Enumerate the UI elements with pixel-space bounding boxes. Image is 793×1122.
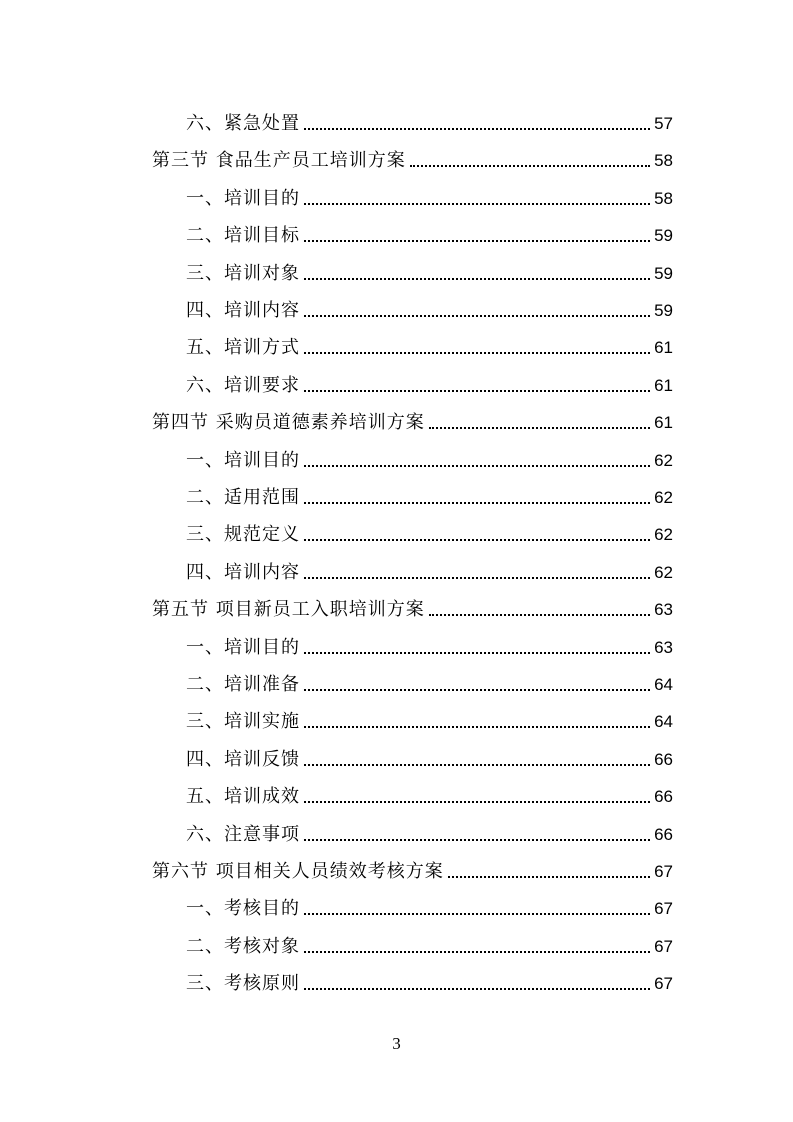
toc-entry-title: 六、培训要求 bbox=[186, 374, 300, 396]
toc-entry-title: 第三节 食品生产员工培训方案 bbox=[152, 150, 406, 172]
toc-entry-title: 一、培训目的 bbox=[186, 187, 300, 209]
toc-entry-page: 67 bbox=[654, 974, 673, 994]
toc-entry[interactable] bbox=[186, 474, 673, 511]
toc-entry[interactable] bbox=[152, 586, 673, 623]
toc-entry-page: 64 bbox=[654, 675, 673, 694]
toc-entry-title: 六、注意事项 bbox=[186, 823, 300, 845]
toc-entry-page: 63 bbox=[654, 600, 673, 620]
toc-entry-title: 二、适用范围 bbox=[186, 487, 300, 508]
toc-entry-title: 一、培训目的 bbox=[186, 636, 300, 658]
toc-entry-page: 67 bbox=[654, 936, 673, 956]
dot-leader bbox=[304, 651, 650, 654]
dot-leader bbox=[304, 351, 650, 354]
toc-entry[interactable] bbox=[186, 250, 673, 287]
toc-entry[interactable] bbox=[186, 100, 673, 137]
dot-leader bbox=[304, 688, 650, 691]
toc-entry-page: 62 bbox=[654, 488, 673, 507]
toc-entry-page: 59 bbox=[654, 226, 673, 246]
dot-leader bbox=[304, 501, 650, 504]
toc-entry-title: 四、培训内容 bbox=[186, 561, 300, 583]
toc-entry-title: 二、培训准备 bbox=[186, 674, 300, 695]
toc-entry-page: 67 bbox=[654, 862, 673, 881]
toc-entry-page: 61 bbox=[654, 413, 673, 433]
dot-leader bbox=[429, 613, 650, 616]
toc-entry[interactable] bbox=[186, 324, 673, 361]
dot-leader bbox=[304, 239, 650, 242]
toc-entry-title: 三、规范定义 bbox=[186, 524, 300, 546]
page-number: 3 bbox=[392, 1034, 401, 1053]
toc-entry-title: 五、培训方式 bbox=[186, 337, 300, 359]
toc-entry-title: 四、培训内容 bbox=[186, 300, 300, 321]
toc-entry-title: 第五节 项目新员工入职培训方案 bbox=[152, 599, 425, 621]
dot-leader bbox=[429, 426, 650, 429]
toc-entry-title: 五、培训成效 bbox=[186, 786, 300, 808]
toc-entry[interactable] bbox=[186, 773, 673, 810]
toc-entry-page: 58 bbox=[654, 188, 673, 208]
toc-entry-title: 第四节 采购员道德素养培训方案 bbox=[152, 412, 425, 434]
toc-entry[interactable] bbox=[186, 661, 673, 698]
toc-entry-page: 66 bbox=[654, 749, 673, 769]
dot-leader bbox=[304, 389, 650, 392]
dot-leader bbox=[304, 987, 650, 990]
toc-entry-title: 三、培训对象 bbox=[186, 262, 300, 284]
dot-leader bbox=[304, 314, 650, 317]
toc-entry-page: 62 bbox=[654, 450, 673, 470]
dot-leader bbox=[304, 277, 650, 280]
dot-leader bbox=[304, 912, 650, 915]
toc-entry-title: 三、考核原则 bbox=[186, 973, 300, 995]
toc-entry-page: 59 bbox=[654, 301, 673, 320]
toc-entry[interactable] bbox=[186, 549, 673, 586]
toc-entry[interactable] bbox=[186, 923, 673, 960]
toc-entry[interactable] bbox=[186, 437, 673, 474]
toc-entry[interactable] bbox=[186, 362, 673, 399]
toc-entry[interactable] bbox=[186, 212, 673, 249]
toc-entry-title: 一、培训目的 bbox=[186, 449, 300, 471]
dot-leader bbox=[304, 838, 650, 841]
dot-leader bbox=[304, 127, 650, 130]
toc-entry-title: 三、培训实施 bbox=[186, 711, 300, 733]
dot-leader bbox=[304, 800, 650, 803]
dot-leader bbox=[304, 576, 650, 579]
toc-entry-title: 第六节 项目相关人员绩效考核方案 bbox=[152, 861, 444, 882]
toc-entry[interactable] bbox=[186, 175, 673, 212]
toc-entry-page: 62 bbox=[654, 562, 673, 582]
toc-entry-page: 67 bbox=[654, 899, 673, 919]
toc-entry[interactable] bbox=[152, 399, 673, 436]
toc-entry[interactable] bbox=[186, 885, 673, 922]
toc-entry-page: 57 bbox=[654, 114, 673, 133]
toc-entry[interactable] bbox=[186, 698, 673, 735]
toc-entry-title: 二、培训目标 bbox=[186, 225, 300, 247]
dot-leader bbox=[304, 950, 650, 953]
toc-entry[interactable] bbox=[186, 960, 673, 997]
dot-leader bbox=[304, 202, 650, 205]
toc-entry-title: 六、紧急处置 bbox=[186, 113, 300, 134]
toc-entry[interactable] bbox=[152, 137, 673, 174]
dot-leader bbox=[448, 875, 650, 878]
toc-entry[interactable] bbox=[152, 848, 673, 885]
dot-leader bbox=[410, 164, 650, 167]
dot-leader bbox=[304, 725, 650, 728]
toc-entry-page: 63 bbox=[654, 637, 673, 657]
toc-entry-page: 66 bbox=[654, 787, 673, 807]
toc-entry-title: 二、考核对象 bbox=[186, 935, 300, 957]
toc-entry[interactable] bbox=[186, 287, 673, 324]
toc-entry[interactable] bbox=[186, 511, 673, 548]
toc-entry-page: 59 bbox=[654, 263, 673, 283]
toc-entry-page: 58 bbox=[654, 151, 673, 171]
dot-leader bbox=[304, 763, 650, 766]
toc-entry-page: 61 bbox=[654, 338, 673, 358]
toc-entry-page: 62 bbox=[654, 525, 673, 545]
dot-leader bbox=[304, 464, 650, 467]
toc-entry-title: 一、考核目的 bbox=[186, 898, 300, 920]
toc-entry[interactable] bbox=[186, 811, 673, 848]
toc-entry[interactable] bbox=[186, 624, 673, 661]
toc-entry-page: 64 bbox=[654, 712, 673, 732]
toc-entry-page: 66 bbox=[654, 824, 673, 844]
toc-entry-page: 61 bbox=[654, 375, 673, 395]
dot-leader bbox=[304, 538, 650, 541]
toc-entry[interactable] bbox=[186, 736, 673, 773]
toc-entry-title: 四、培训反馈 bbox=[186, 748, 300, 770]
